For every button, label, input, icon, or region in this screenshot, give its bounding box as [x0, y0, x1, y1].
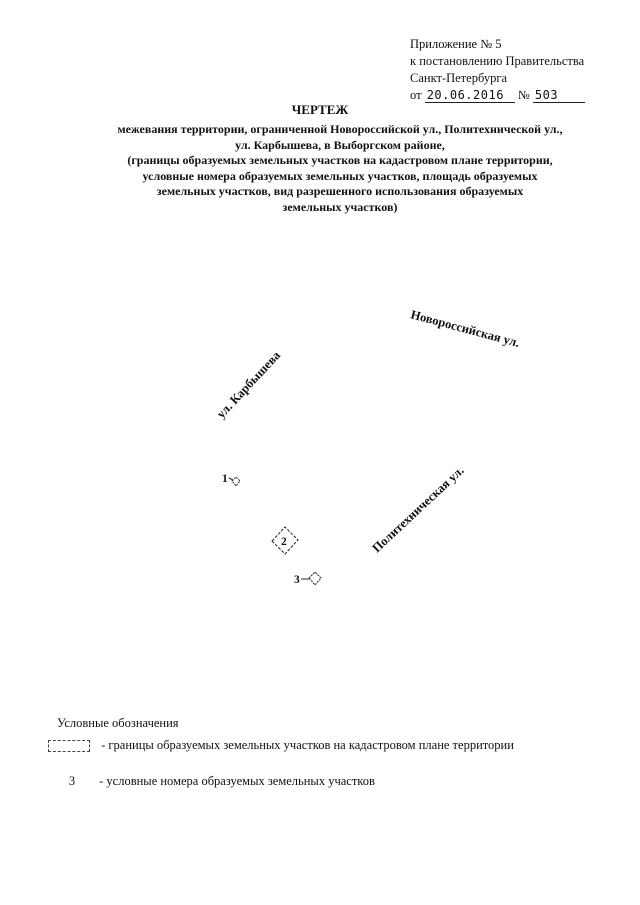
street-label-karbysheva: ул. Карбышева — [213, 348, 284, 422]
decree-number: 503 — [533, 89, 585, 103]
parcel-2 — [272, 527, 298, 554]
legend-heading: Условные обозначения — [57, 716, 179, 730]
subtitle-line: земельных участков, вид разрешенного использования образуемых — [156, 184, 524, 199]
decree-date: 20.06.2016 — [425, 89, 515, 103]
legend-number-symbol: 3 — [68, 774, 76, 788]
parcel-boundary — [232, 477, 240, 486]
document-title: ЧЕРТЕЖ — [291, 102, 349, 117]
legend-boundary-symbol — [48, 740, 90, 752]
appendix-line-3: Санкт-Петербурга — [410, 71, 508, 85]
parcel-leader-line — [229, 478, 233, 480]
street-label-novorossiyskaya: Новороссийская ул. — [409, 307, 522, 350]
date-prefix: от — [410, 88, 422, 102]
parcel-boundary — [309, 572, 321, 585]
parcel-number-label: 1 — [222, 473, 228, 485]
legend-item — [48, 738, 514, 753]
subtitle-line: земельных участков) — [282, 199, 398, 214]
legend-item-text: - границы образуемых земельных участков на кадастровом плане территории — [101, 738, 514, 752]
subtitle-line: (границы образуемых земельных участков на кадастровом плане территории, — [127, 153, 553, 168]
legend-item-text: - условные номера образуемых земельных участков — [99, 774, 375, 788]
subtitle-line: ул. Карбышева, в Выборгском районе, — [235, 137, 445, 152]
street-label-politekhnicheskaya: Политехническая ул. — [369, 463, 467, 556]
parcel-3 — [294, 572, 321, 586]
subtitle-line: условные номера образуемых земельных участков, площадь образуемых — [142, 168, 538, 183]
appendix-line-1: Приложение № 5 — [410, 37, 502, 51]
parcel-number-label: 2 — [281, 536, 287, 548]
parcel-1 — [222, 473, 240, 486]
appendix-line-2: к постановлению Правительства — [410, 54, 585, 68]
parcel-number-label: 3 — [294, 574, 300, 586]
number-prefix: № — [517, 88, 530, 102]
subtitle-line: межевания территории, ограниченной Новороссийской ул., Политехнической ул., — [117, 122, 563, 136]
legend-item — [48, 774, 375, 789]
